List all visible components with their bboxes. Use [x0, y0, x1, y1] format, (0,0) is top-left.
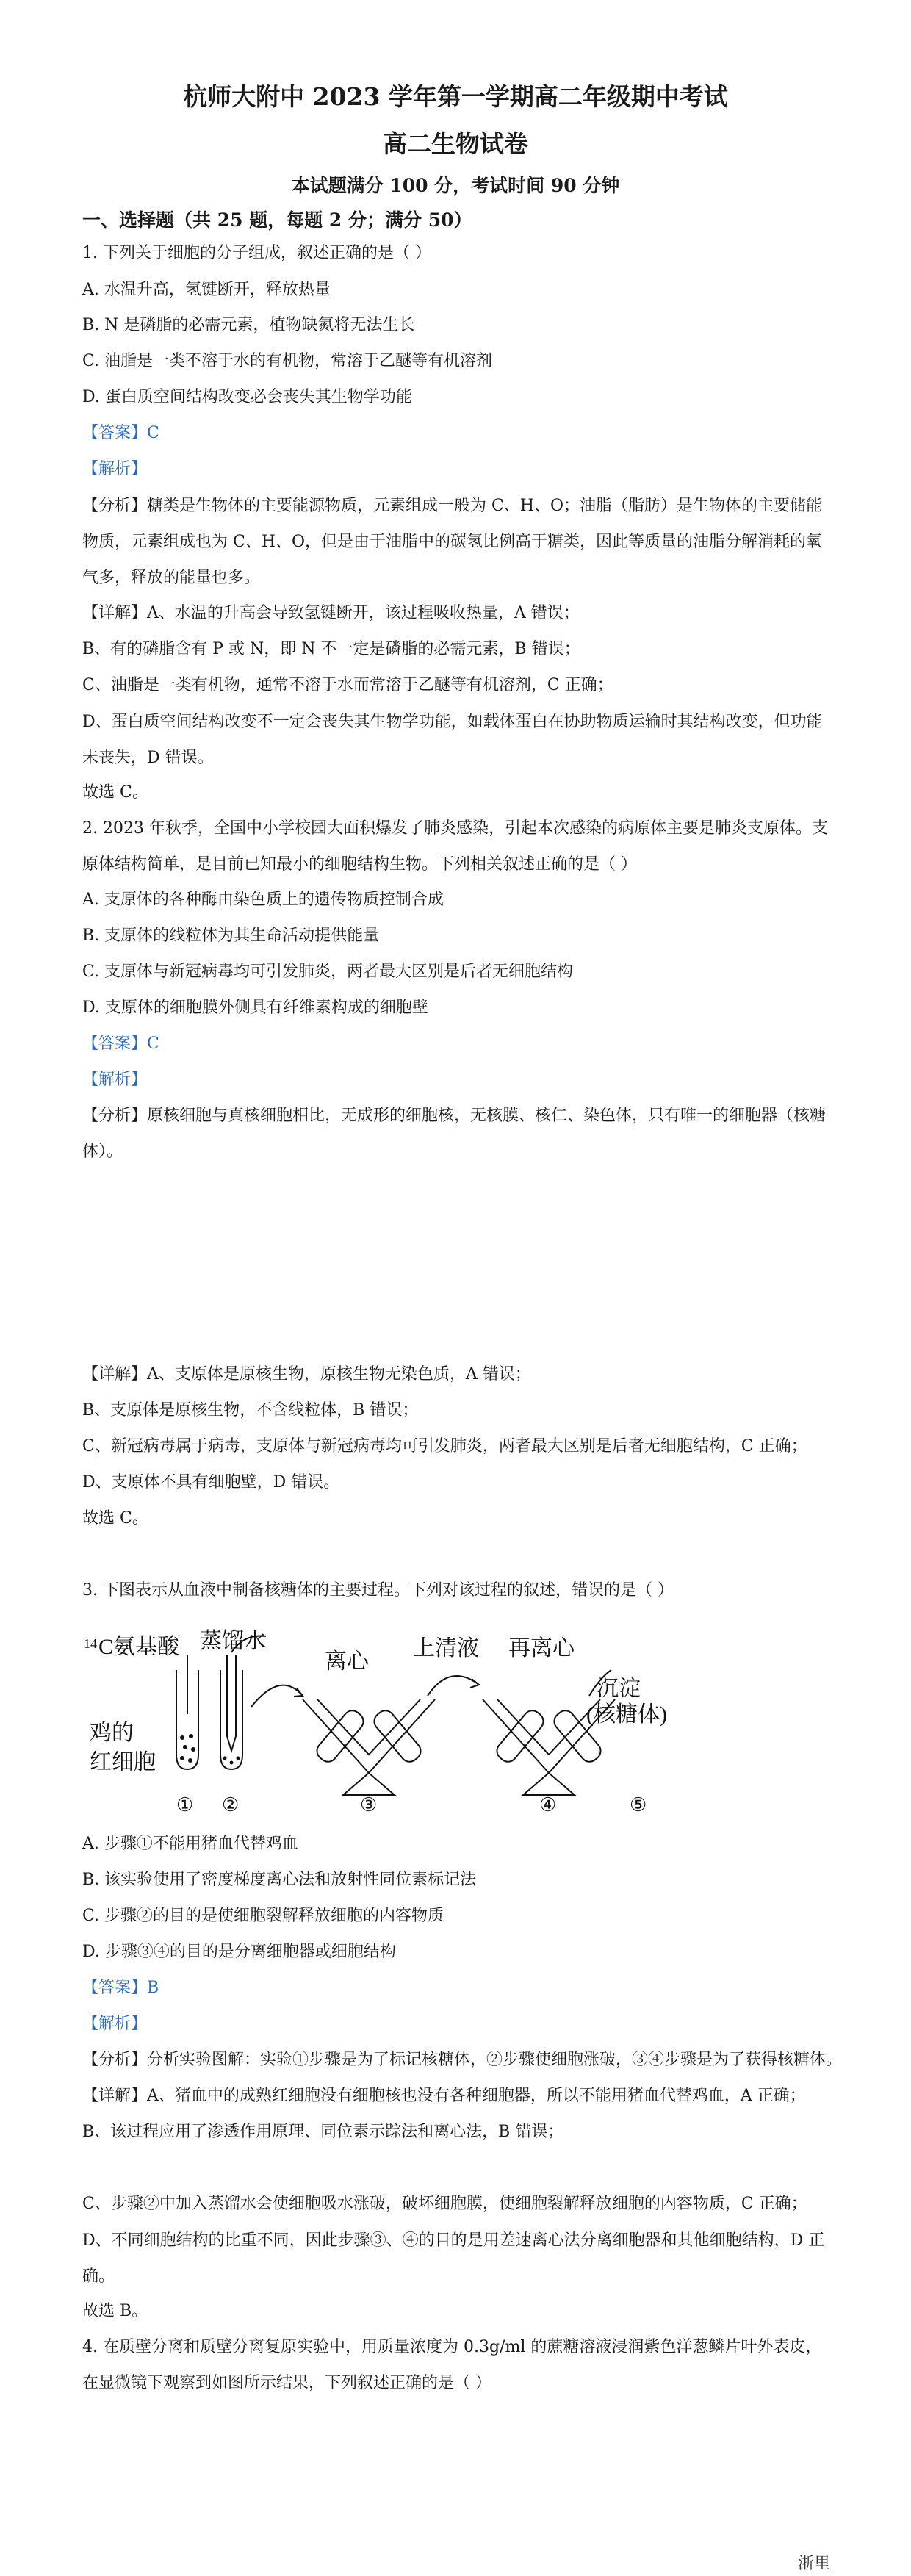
q2-analysis: 【分析】原核细胞与真核细胞相比，无成形的细胞核，无核膜、核仁、染色体，只有唯一的细胞器（核糖体）。 [82, 1107, 827, 1161]
q1-conclusion: 故选 C。 [82, 783, 148, 802]
test-tube-1 [176, 1655, 198, 1769]
q2-detail-d: D、支原体不具有细胞壁，D 错误。 [82, 1473, 340, 1492]
q3-answer: 【答案】B [82, 1979, 159, 1997]
label-recentrifuge: 再离心 [508, 1636, 575, 1661]
q1-jiexi-label: 【解析】 [82, 460, 148, 478]
ribosome-preparation-diagram [82, 1626, 670, 1817]
q2-stem: 2. 2023 年秋季，全国中小学校园大面积爆发了肺炎感染，引起本次感染的病原体主要是肺炎支原体。支原体结构简单，是目前已知最小的细胞结构生物。下列相关叙述正确的是（ ） [82, 819, 828, 874]
label-aa-superscript: 14 [84, 1636, 97, 1651]
label-red-cells: 红细胞 [90, 1750, 156, 1774]
q2-option-b: B. 支原体的线粒体为其生命活动提供能量 [82, 927, 380, 945]
q3-conclusion: 故选 B。 [82, 2302, 148, 2320]
q3-option-a: A. 步骤①不能用猪血代替鸡血 [82, 1835, 298, 1853]
exam-title: 杭师大附中 2023 学年第一学期高二年级期中考试 [183, 82, 728, 111]
q3-option-d: D. 步骤③④的目的是分离细胞器或细胞结构 [82, 1943, 396, 1961]
q3-analysis: 【分析】分析实验图解：实验①步骤是为了标记核糖体，②步骤使细胞涨破，③④步骤是为了获得核糖体。 [82, 2051, 843, 2069]
centrifuge-1 [303, 1699, 435, 1795]
arrow-2 [428, 1676, 479, 1696]
q2-option-d: D. 支原体的细胞膜外侧具有纤维素构成的细胞壁 [82, 999, 428, 1017]
q3-option-b: B. 该实验使用了密度梯度离心法和放射性同位素标记法 [82, 1871, 477, 1889]
label-distilled-water: 蒸馏水 [200, 1629, 266, 1653]
q2-jiexi-label: 【解析】 [82, 1071, 148, 1089]
q3-detail-b: B、该过程应用了渗透作用原理、同位素示踪法和离心法，B 错误； [82, 2123, 564, 2141]
step-3-label: ③ [360, 1794, 378, 1816]
q4-stem: 4. 在质壁分离和质壁分离复原实验中，用质量浓度为 0.3g/ml 的蔗糖溶液浸润紫色洋葱鳞片叶外表皮，在显微镜下观察到如图所示结果，下列叙述正确的是（ ） [82, 2338, 822, 2392]
q1-analysis: 【分析】糖类是生物体的主要能源物质，元素组成一般为 C、H、O；油脂（脂肪）是生物体的主要储能物质，元素组成也为 C、H、O，但是由于油脂中的碳氢比例高于糖类，因此等质量的油脂分解消耗的氧气多，释放的能量也多。 [82, 497, 823, 587]
q1-detail-d: D、蛋白质空间结构改变不一定会丧失其生物学功能，如载体蛋白在协助物质运输时其结构改变，但功能未丧失，D 错误。 [82, 713, 823, 767]
section-heading: 一、选择题（共 25 题，每题 2 分；满分 50） [82, 209, 472, 231]
q3-option-c: C. 步骤②的目的是使细胞裂解释放细胞的内容物质 [82, 1907, 444, 1925]
q1-option-c: C. 油脂是一类不溶于水的有机物，常溶于乙醚等有机溶剂 [82, 352, 493, 370]
q1-detail-b: B、有的磷脂含有 P 或 N，即 N 不一定是磷脂的必需元素，B 错误； [82, 640, 580, 658]
q1-option-b: B. N 是磷脂的必需元素，植物缺氮将无法生长 [82, 316, 415, 334]
q1-detail-c: C、油脂是一类有机物，通常不溶于水而常溶于乙醚等有机溶剂，C 正确； [82, 676, 613, 694]
step-2-label: ② [222, 1794, 240, 1816]
q2-detail-a: 【详解】A、支原体是原核生物，原核生物无染色质，A 错误； [82, 1365, 531, 1384]
footer-mark: 浙里 [797, 2555, 830, 2573]
q2-conclusion: 故选 C。 [82, 1509, 148, 1528]
label-amino-acid: C氨基酸 [98, 1635, 180, 1659]
step-4-label: ④ [539, 1794, 557, 1816]
label-ribosome: (核糖体) [586, 1702, 667, 1727]
q3-stem: 3. 下图表示从血液中制备核糖体的主要过程。下列对该过程的叙述，错误的是（ ） [82, 1581, 674, 1600]
exam-info: 本试题满分 100 分，考试时间 90 分钟 [291, 175, 620, 196]
step-1-label: ① [176, 1794, 194, 1816]
test-tube-2 [220, 1636, 266, 1769]
exam-subtitle: 高二生物试卷 [383, 129, 528, 158]
q3-detail-c: C、步骤②中加入蒸馏水会使细胞吸水涨破，破坏细胞膜，使细胞裂解释放细胞的内容物质，C 正确； [82, 2195, 807, 2213]
label-chicken: 鸡的 [90, 1721, 134, 1745]
label-supernatant: 上清液 [413, 1636, 479, 1661]
step-5-label: ⑤ [630, 1794, 647, 1816]
label-centrifuge: 离心 [325, 1649, 369, 1674]
q3-jiexi-label: 【解析】 [82, 2015, 148, 2033]
q2-option-a: A. 支原体的各种酶由染色质上的遗传物质控制合成 [82, 891, 444, 909]
q2-detail-c: C、新冠病毒属于病毒，支原体与新冠病毒均可引发肺炎，两者最大区别是后者无细胞结构，C 正确； [82, 1437, 807, 1456]
q1-stem: 1. 下列关于细胞的分子组成，叙述正确的是（ ） [82, 244, 431, 262]
q3-detail-a: 【详解】A、猪血中的成熟红细胞没有细胞核也没有各种细胞器，所以不能用猪血代替鸡血，A 正确； [82, 2087, 806, 2105]
q1-answer: 【答案】C [82, 424, 159, 442]
q3-detail-d: D、不同细胞结构的比重不同，因此步骤③、④的目的是用差速离心法分离细胞器和其他细胞结构，D 正确。 [82, 2231, 825, 2286]
q2-detail-b: B、支原体是原核生物，不含线粒体，B 错误； [82, 1401, 419, 1420]
label-sediment: 沉淀 [597, 1677, 641, 1701]
q2-answer: 【答案】C [82, 1035, 159, 1053]
q2-option-c: C. 支原体与新冠病毒均可引发肺炎，两者最大区别是后者无细胞结构 [82, 963, 574, 981]
q1-option-a: A. 水温升高，氢键断开，释放热量 [82, 281, 331, 299]
q1-option-d: D. 蛋白质空间结构改变必会丧失其生物学功能 [82, 388, 412, 406]
q1-detail-a: 【详解】A、水温的升高会导致氢键断开，该过程吸收热量，A 错误； [82, 604, 580, 622]
